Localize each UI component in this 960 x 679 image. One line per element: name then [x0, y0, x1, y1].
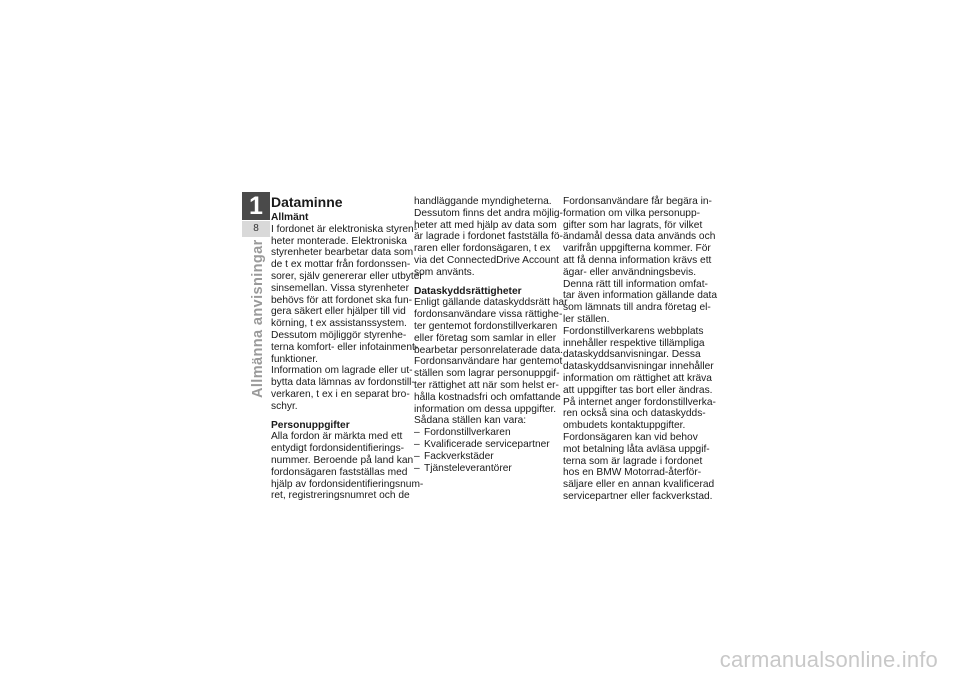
- text-line: är lagrade i fordonet fastställa fö-: [414, 231, 563, 243]
- text-line: säljare eller en annan kvalificerad: [563, 479, 715, 491]
- text-line: ändamål dessa data används och: [563, 231, 716, 243]
- paragraph-personuppgifter: [271, 431, 424, 502]
- dash-bullet: –: [414, 462, 420, 474]
- text-line: gera säkert eller hjälper till vid: [271, 306, 406, 318]
- text-line: hjälp av fordonsidentifieringsnum-: [271, 478, 424, 490]
- column-1: [271, 194, 424, 502]
- text-line: varifrån uppgifterna kommer. För: [563, 243, 711, 255]
- dash-bullet: –: [414, 438, 420, 450]
- text-line: På internet anger fordonstillverka-: [563, 396, 716, 408]
- text-line: I fordonet är elektroniska styren-: [271, 223, 418, 235]
- column-2: [414, 196, 568, 474]
- text-line: fordonsägaren fastställas med: [271, 466, 408, 478]
- text-line: ägar- eller användningsbevis.: [563, 266, 697, 278]
- text-line: entydigt fordonsidentifierings-: [271, 443, 405, 455]
- text-line: eller företag som samlar in eller: [414, 332, 557, 344]
- paragraph-continued: [414, 196, 563, 279]
- list-item: [414, 451, 552, 463]
- text-line: ret, registreringsnumret och de: [271, 490, 410, 502]
- text-line: behövs för att fordonet ska fun-: [271, 294, 413, 306]
- text-line: som använts.: [414, 266, 475, 278]
- list-item-text: Fackverkstäder: [424, 450, 494, 462]
- text-line: mot betalning låta avläsa uppgif-: [563, 443, 710, 455]
- text-line: innehåller respektive tillämpliga: [563, 337, 705, 349]
- chapter-side-title: Allmänna anvisningar: [250, 239, 266, 398]
- heading-allmant: Allmänt: [271, 212, 309, 223]
- text-line: Fordonsanvändare får begära in-: [563, 196, 712, 207]
- text-line: hålla kostnadsfri och omfattande: [414, 391, 561, 403]
- text-line: ren också sina och dataskydds-: [563, 408, 706, 420]
- text-line: formation om vilka personupp-: [563, 207, 701, 219]
- column-3: [563, 196, 718, 503]
- text-line: verkaren, t ex i en separat bro-: [271, 388, 410, 400]
- paragraph-allmant: [271, 223, 423, 413]
- text-line: att få denna information krävs ett: [563, 254, 712, 266]
- list-item-text: Tjänsteleverantörer: [424, 462, 512, 474]
- text-line: gifter som har lagrats, för vilket: [563, 219, 703, 231]
- chapter-number: 1: [242, 192, 270, 220]
- list-item: [414, 439, 552, 451]
- text-line: nummer. Beroende på land kan: [271, 454, 414, 466]
- text-line: Sådana ställen kan vara:: [414, 415, 527, 427]
- text-line: bearbetar personrelaterade data.: [414, 344, 563, 356]
- text-line: Dessutom möjliggör styrenhe-: [271, 329, 407, 341]
- text-line: fordonsanvändare vissa rättighe-: [414, 309, 563, 321]
- text-line: Alla fordon är märkta med ett: [271, 431, 403, 443]
- text-line: Information om lagrade eller ut-: [271, 365, 413, 377]
- text-line: att uppgifter tas bort eller ändras.: [563, 384, 713, 396]
- chapter-tab: [242, 192, 270, 238]
- heading-personuppgifter: Personuppgifter: [271, 419, 350, 431]
- text-line: körning, t ex assistanssystem.: [271, 318, 407, 330]
- text-line: de t ex mottar från fordonssen-: [271, 259, 411, 271]
- text-line: som lämnats till andra företag el-: [563, 302, 711, 314]
- dash-bullet: –: [414, 450, 420, 462]
- heading-dataskyddsrattigheter: Dataskyddsrättigheter: [414, 285, 522, 297]
- text-line: via det ConnectedDrive Account: [414, 254, 559, 266]
- text-line: dataskyddsanvisningar innehåller: [563, 361, 714, 373]
- text-line: heter att med hjälp av data som: [414, 219, 557, 231]
- page-number: 8: [242, 221, 270, 237]
- text-line: ställen som lagrar personuppgif-: [414, 368, 560, 380]
- text-line: Fordonsanvändare har gentemot: [414, 356, 563, 368]
- text-line: hos en BMW Motorrad-återför-: [563, 467, 702, 479]
- text-line: handläggande myndigheterna.: [414, 196, 552, 207]
- text-line: raren eller fordonsägaren, t ex: [414, 243, 551, 255]
- text-line: ter gentemot fordonstillverkaren: [414, 320, 558, 332]
- dash-bullet: –: [414, 427, 420, 439]
- text-line: ler ställen.: [563, 313, 610, 325]
- text-line: sinsemellan. Vissa styrenheter: [271, 282, 409, 294]
- page-title: Dataminne: [271, 194, 343, 210]
- text-line: ombudets kontaktuppgifter.: [563, 420, 686, 432]
- paragraph-information: [563, 196, 718, 503]
- list-item-text: Fordonstillverkaren: [424, 427, 511, 439]
- text-line: Enligt gällande dataskyddsrätt har: [414, 297, 568, 309]
- paragraph-dataskyddsrattigheter: [414, 297, 568, 427]
- text-line: information om dessa uppgifter.: [414, 403, 557, 415]
- list-item: [414, 427, 552, 439]
- text-line: Fordonstillverkarens webbplats: [563, 325, 704, 337]
- text-line: Dessutom finns det andra möjlig-: [414, 207, 563, 219]
- text-line: funktioner.: [271, 353, 319, 365]
- text-line: terna komfort- eller infotainment-: [271, 341, 419, 353]
- text-line: tar även information gällande data: [563, 290, 718, 302]
- list-item: [414, 463, 552, 475]
- text-line: dataskyddsanvisningar. Dessa: [563, 349, 701, 361]
- text-line: schyr.: [271, 400, 298, 412]
- text-line: heter monterade. Elektroniska: [271, 235, 407, 247]
- text-line: information om rättighet att kräva: [563, 372, 712, 384]
- text-line: terna som är lagrade i fordonet: [563, 455, 703, 467]
- text-line: Fordonsägaren kan vid behov: [563, 431, 698, 443]
- text-line: bytta data lämnas av fordonstill-: [271, 377, 415, 389]
- text-line: ter rättighet att när som helst er-: [414, 379, 559, 391]
- dash-list: [414, 427, 552, 474]
- list-item-text: Kvalificerade servicepartner: [424, 438, 550, 450]
- text-line: servicepartner eller fackverkstad.: [563, 490, 713, 502]
- watermark-text: carmanualsonline.info: [719, 647, 938, 672]
- text-line: Denna rätt till information omfat-: [563, 278, 708, 290]
- text-line: styrenheter bearbetar data som: [271, 247, 414, 259]
- text-line: sorer, själv genererar eller utbyter: [271, 270, 423, 282]
